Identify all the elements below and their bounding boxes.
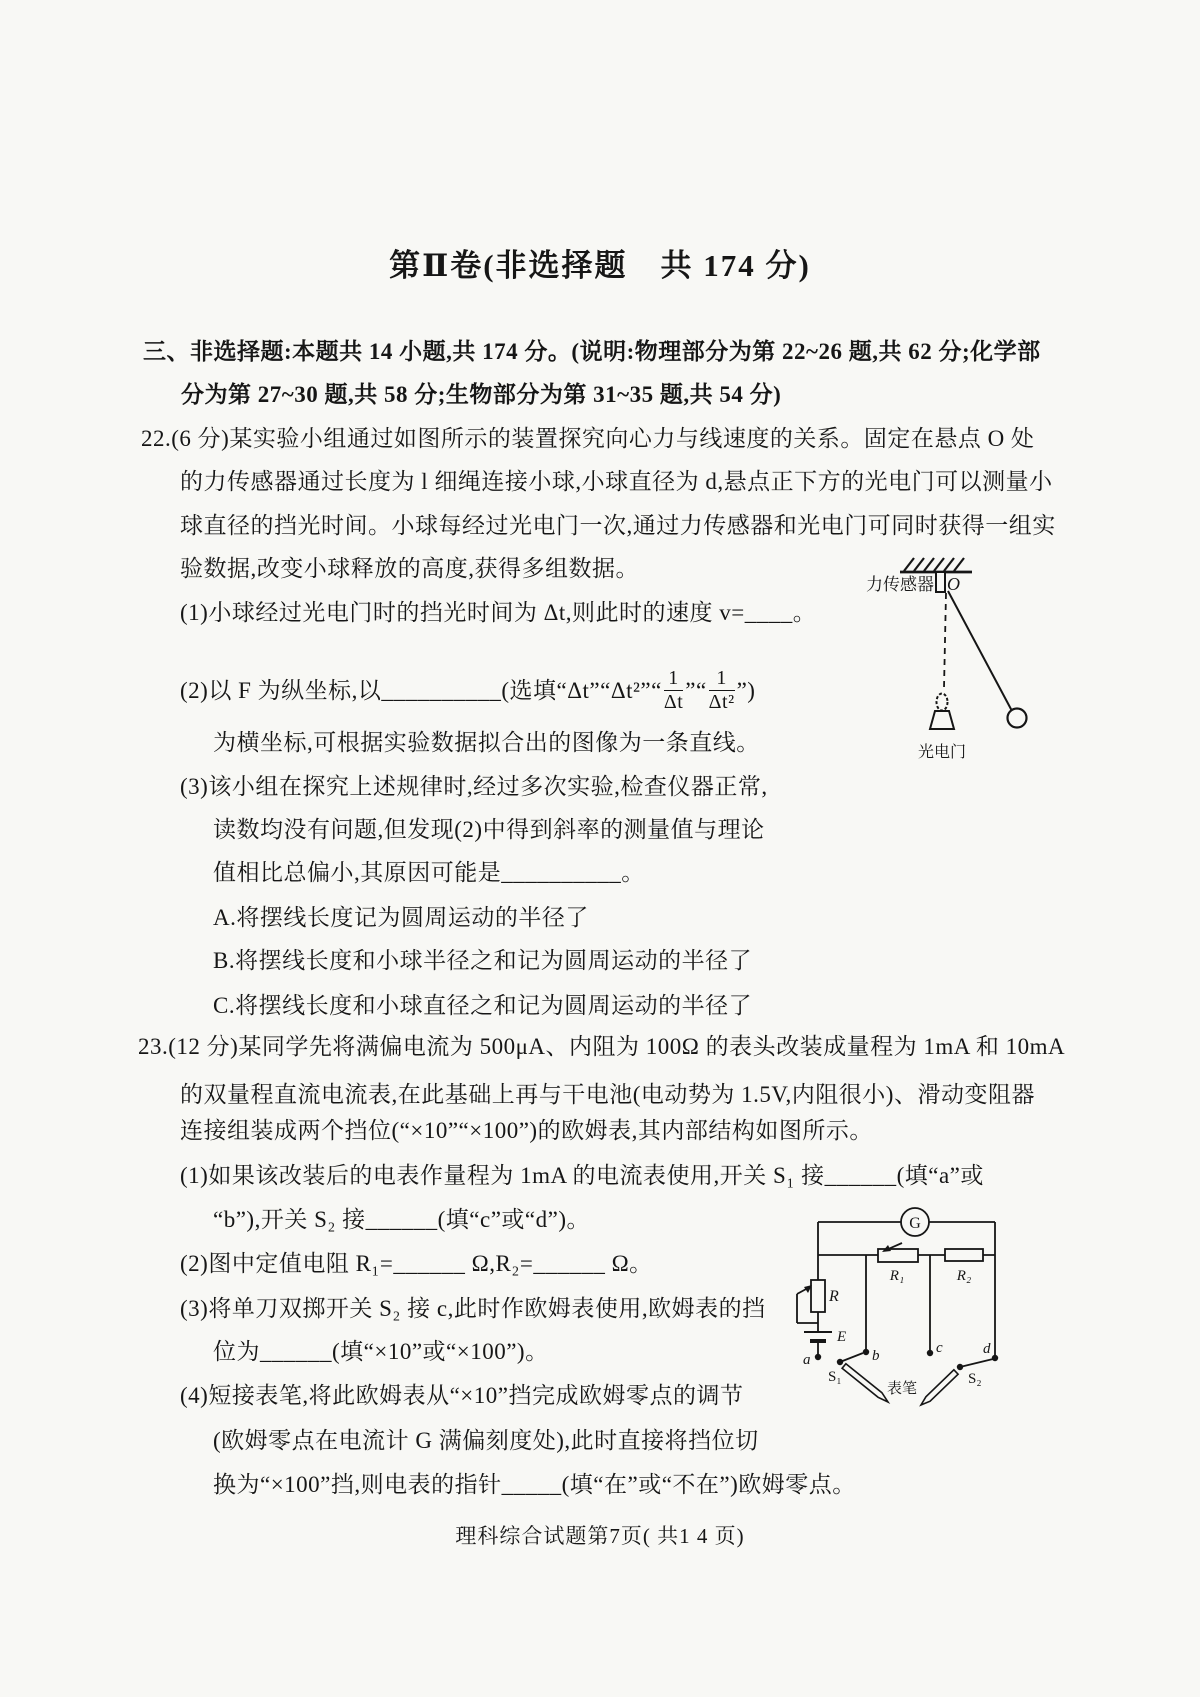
pendulum-string: [948, 591, 1012, 711]
q23-line2: 的双量程直流电流表,在此基础上再与干电池(电动势为 1.5V,内阻很小)、滑动变阻器: [180, 1082, 1035, 1107]
q22-line2: 的力传感器通过长度为 l 细绳连接小球,小球直径为 d,悬点正下方的光电门可以测量小: [180, 469, 1053, 494]
photogate-icon: [930, 694, 954, 730]
switch-s1-lever: [840, 1353, 863, 1362]
rheostat-label: R: [829, 1288, 839, 1305]
ceiling-hatch-icon: [900, 558, 972, 572]
force-sensor-label: 力传感器: [866, 575, 934, 594]
fraction-1-over-dt: $\frac{1}{\Delta t}$: [663, 667, 684, 713]
fraction-1-over-dt2: $\frac{1}{\text{Δt²}}$: [708, 667, 735, 713]
terminal-b-dot: [863, 1349, 869, 1355]
q22-sub2-prefix: (2)以 F 为纵坐标,以__________(选填“Δt”“Δt²”“: [180, 677, 662, 703]
q22-option-a: A.将摆线长度记为圆周运动的半径了: [213, 905, 589, 930]
q23-line3: 连接组装成两个挡位(“×10”“×100”)的欧姆表,其内部结构如图所示。: [180, 1118, 873, 1143]
probes-label: 表笔: [886, 1381, 918, 1397]
rheostat-icon: [811, 1280, 825, 1312]
terminal-c-label: c: [936, 1340, 943, 1356]
terminal-b-label: b: [872, 1348, 880, 1364]
q23-circuit-figure: [740, 1205, 1150, 1420]
test-probe-left-icon: [842, 1364, 888, 1402]
q23-sub4-line1: (4)短接表笔,将此欧姆表从“×10”挡完成欧姆零点的调节: [180, 1383, 744, 1408]
pendulum-ball: [1008, 709, 1027, 728]
q23-sub1-line1: (1)如果该改装后的电表作量程为 1mA 的电流表使用,开关 S₁ 接______(填“a”或: [180, 1163, 984, 1188]
s1-label: S₁: [828, 1369, 842, 1385]
q22-option-c: C.将摆线长度和小球直径之和记为圆周运动的半径了: [213, 993, 753, 1018]
q23-line1: 23.(12 分)某同学先将满偏电流为 500μA、内阻为 100Ω 的表头改装成量程为 1mA 和 10mA: [138, 1034, 1066, 1059]
s2-label: S₂: [968, 1371, 982, 1387]
r1-label: R₁: [889, 1268, 905, 1284]
page-title: 第Ⅱ卷(非选择题 共 174 分): [389, 248, 811, 283]
photogate-label: 光电门: [917, 744, 967, 761]
section3-line2: 分为第 27~30 题,共 58 分;生物部分为第 31~35 题,共 54 分): [181, 382, 782, 407]
terminal-d-label: d: [983, 1341, 991, 1357]
terminal-a-dot: [815, 1354, 821, 1360]
terminal-a-label: a: [803, 1352, 811, 1368]
q23-sub2: (2)图中定值电阻 R₁=______ Ω,R₂=______ Ω。: [180, 1251, 653, 1276]
battery-label: E: [837, 1329, 847, 1345]
page-footer: 理科综合试题第7页( 共1 4 页): [455, 1524, 745, 1548]
plumb-dashed-line: [944, 593, 946, 688]
force-sensor-icon: [936, 572, 945, 592]
suspension-point-label: O: [947, 574, 960, 594]
galvanometer-label: G: [909, 1215, 921, 1232]
q23-sub3-line2: 位为______(填“×10”或“×100”)。: [213, 1339, 549, 1364]
q22-sub3-line3: 值相比总偏小,其原因可能是__________。: [213, 860, 645, 885]
switch-s2-lever: [960, 1359, 993, 1367]
section3-line1: 三、非选择题:本题共 14 小题,共 174 分。(说明:物理部分为第 22~26 题,共 62 分;化学部: [143, 339, 1041, 364]
terminal-c-dot: [927, 1350, 933, 1356]
q22-sub3-line1: (3)该小组在探究上述规律时,经过多次实验,检查仪器正常,: [180, 774, 768, 799]
r2-label: R₂: [956, 1268, 972, 1284]
q22-sub2-suffix: ”): [736, 677, 756, 703]
q22-pendulum-figure: [820, 545, 1050, 785]
q22-option-b: B.将摆线长度和小球半径之和记为圆周运动的半径了: [213, 948, 753, 973]
q23-sub4-line3: 换为“×100”挡,则电表的指针_____(填“在”或“不在”)欧姆零点。: [213, 1472, 856, 1497]
q22-line1: 22.(6 分)某实验小组通过如图所示的装置探究向心力与线速度的关系。固定在悬点 O 处: [141, 426, 1035, 451]
q22-line4: 验数据,改变小球释放的高度,获得多组数据。: [180, 556, 639, 581]
resistor-r2-icon: [945, 1249, 983, 1261]
s1-pivot-dot: [837, 1359, 843, 1365]
s2-pivot-dot: [957, 1364, 963, 1370]
q23-sub1-line2: “b”),开关 S₂ 接______(填“c”或“d”)。: [213, 1207, 590, 1232]
q22-line3: 球直径的挡光时间。小球每经过光电门一次,通过力传感器和光电门可同时获得一组实: [180, 513, 1056, 538]
test-probe-right-icon: [921, 1370, 958, 1405]
q22-sub2-mid: ”“: [685, 677, 707, 703]
q23-sub4-line2: (欧姆零点在电流计 G 满偏刻度处),此时直接将挡位切: [213, 1428, 759, 1453]
q22-sub2-line2: 为横坐标,可根据实验数据拟合出的图像为一条直线。: [213, 730, 760, 755]
q23-sub3-line1: (3)将单刀双掷开关 S₂ 接 c,此时作欧姆表使用,欧姆表的挡: [180, 1296, 766, 1321]
q22-sub2-line1: [180, 667, 756, 715]
q22-sub3-line2: 读数均没有问题,但发现(2)中得到斜率的测量值与理论: [213, 817, 765, 842]
terminal-d-dot: [992, 1355, 998, 1361]
q22-sub1: (1)小球经过光电门时的挡光时间为 Δt,则此时的速度 v=____。: [180, 600, 817, 625]
